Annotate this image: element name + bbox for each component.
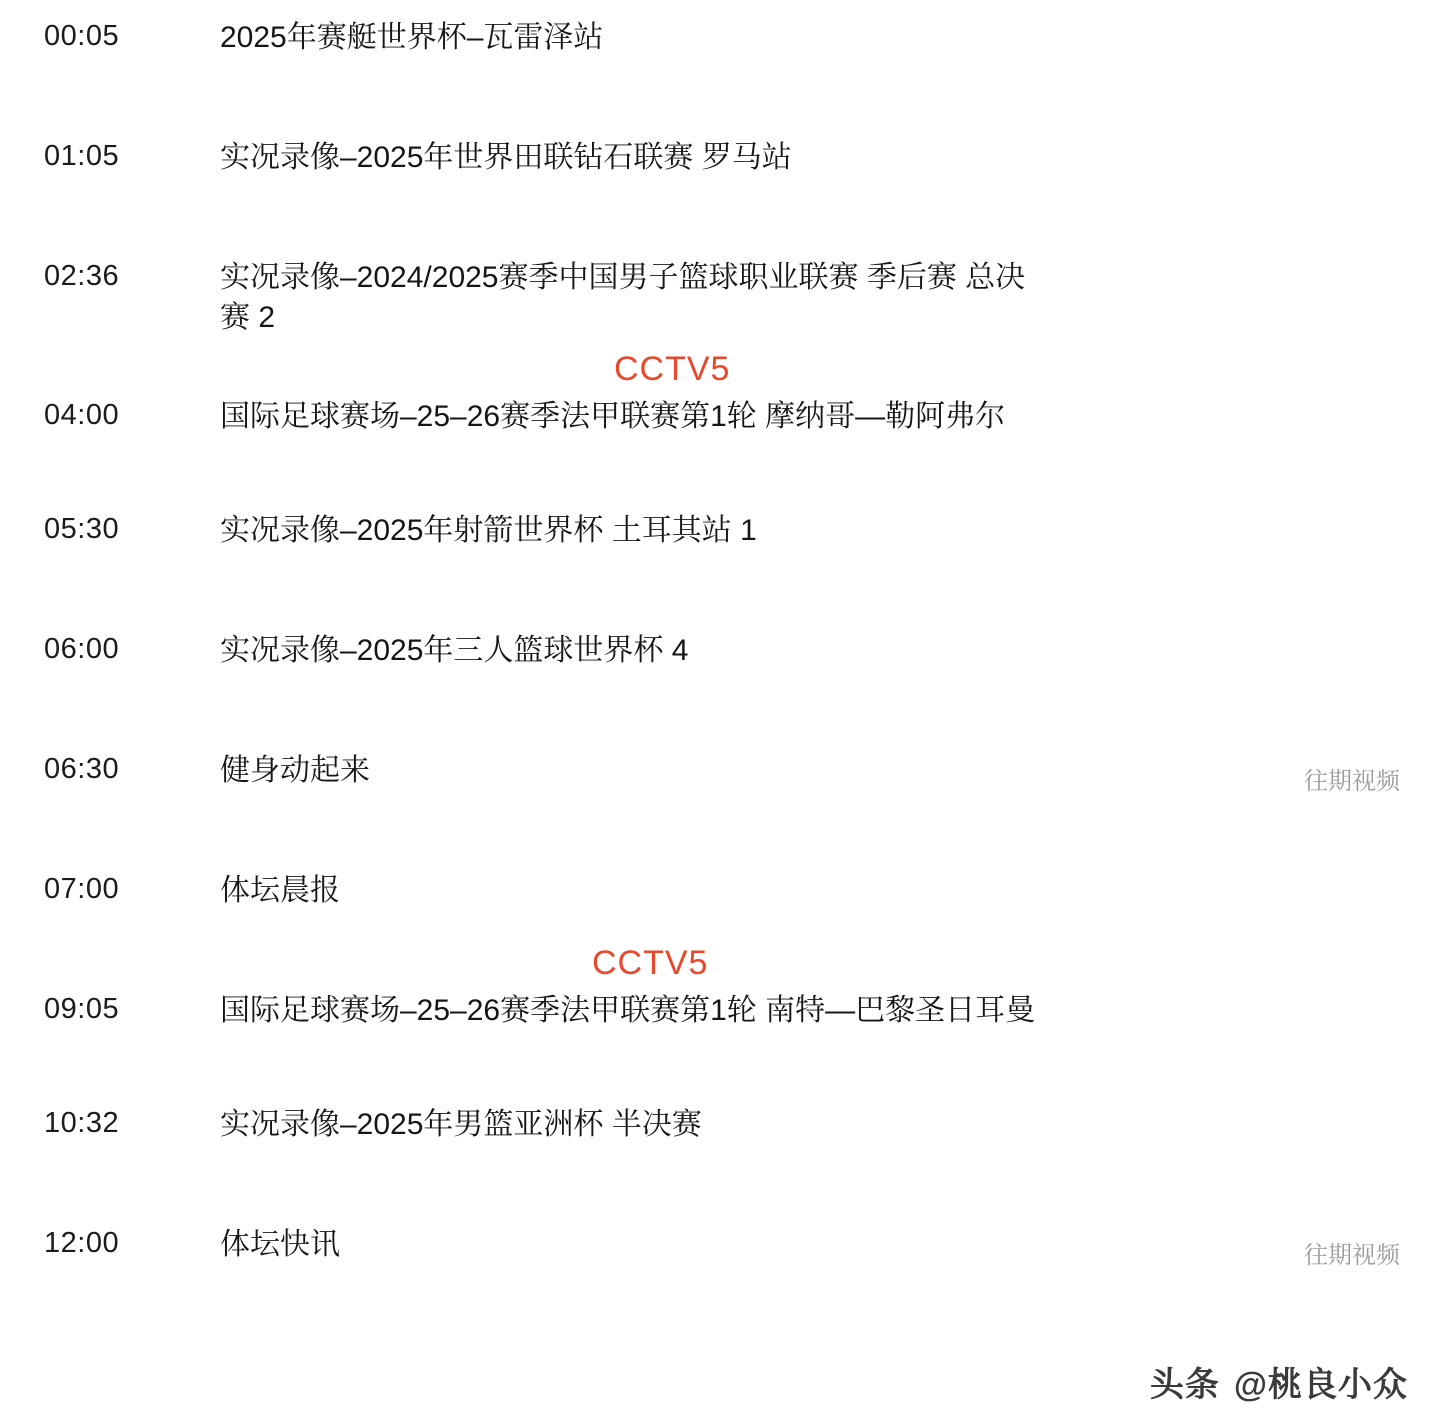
past-videos-link[interactable]: 往期视频	[1304, 1241, 1400, 1269]
schedule-time: 06:00	[44, 633, 120, 666]
schedule-title[interactable]: 实况录像–2025年男篮亚洲杯 半决赛	[220, 1108, 702, 1142]
watermark-handle: @桃良小众	[1233, 1366, 1408, 1404]
schedule-row[interactable]	[0, 511, 1430, 565]
schedule-time: 04:00	[44, 399, 120, 432]
schedule-time: 02:36	[44, 260, 120, 292]
schedule-title[interactable]: 体坛快讯	[220, 1228, 340, 1262]
schedule-title[interactable]: 2025年赛艇世界杯–瓦雷泽站	[220, 21, 604, 54]
past-videos-link[interactable]: 往期视频	[1304, 767, 1400, 795]
schedule-time: 12:00	[44, 1227, 120, 1260]
schedule-row[interactable]	[0, 751, 1430, 805]
schedule-row[interactable]	[0, 18, 1430, 72]
schedule-time: 00:05	[44, 20, 120, 52]
schedule-row[interactable]	[0, 138, 1430, 192]
schedule-row[interactable]	[0, 991, 1430, 1045]
schedule-title[interactable]: 实况录像–2025年射箭世界杯 土耳其站 1	[220, 514, 757, 548]
schedule-title[interactable]: 体坛晨报	[220, 874, 340, 908]
channel-watermark: CCTV5	[614, 350, 731, 388]
schedule-row[interactable]	[0, 1105, 1430, 1159]
schedule-title[interactable]: 实况录像–2025年世界田联钻石联赛 罗马站	[220, 141, 792, 174]
schedule-time: 06:30	[44, 753, 120, 786]
schedule-time: 05:30	[44, 513, 120, 546]
app-watermark	[1150, 1357, 1408, 1406]
schedule-row[interactable]	[0, 871, 1430, 925]
schedule-title[interactable]: 国际足球赛场–25–26赛季法甲联赛第1轮 摩纳哥—勒阿弗尔	[220, 400, 1006, 434]
schedule-time: 10:32	[44, 1107, 120, 1140]
channel-watermark: CCTV5	[592, 944, 709, 982]
schedule-time: 09:05	[44, 993, 120, 1026]
schedule-time: 07:00	[44, 873, 120, 906]
schedule-title[interactable]: 实况录像–2024/2025赛季中国男子篮球职业联赛 季后赛 总决赛 2	[220, 261, 1026, 334]
schedule-title[interactable]: 健身动起来	[220, 754, 370, 788]
schedule-row[interactable]	[0, 258, 1430, 337]
schedule-title[interactable]: 实况录像–2025年三人篮球世界杯 4	[220, 634, 689, 668]
schedule-row[interactable]	[0, 1225, 1430, 1279]
schedule-time: 01:05	[44, 140, 120, 172]
schedule-row[interactable]	[0, 631, 1430, 685]
schedule-row[interactable]	[0, 397, 1430, 451]
watermark-brand: 头条	[1149, 1366, 1220, 1404]
schedule-title[interactable]: 国际足球赛场–25–26赛季法甲联赛第1轮 南特—巴黎圣日耳曼	[220, 994, 1036, 1028]
